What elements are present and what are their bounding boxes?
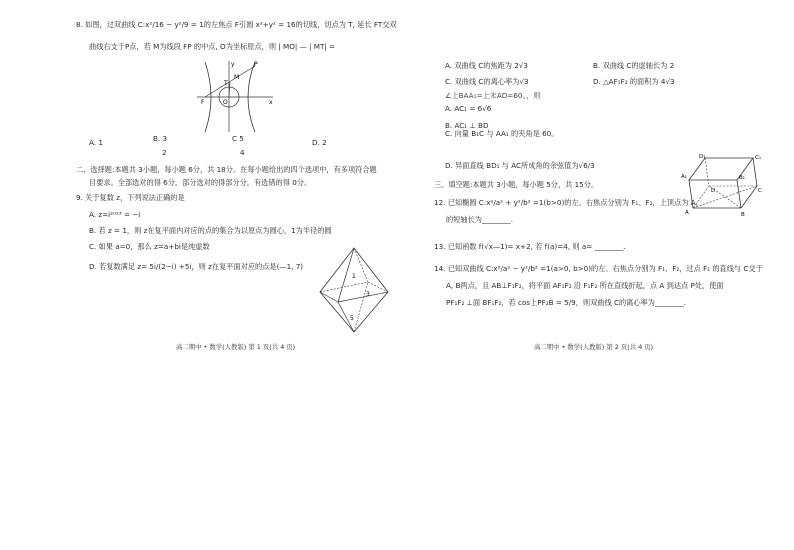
question-14-line1: 14. 已知双曲线 C:x²/a² − y²/b² =1(a>0, b>0)的左、右焦点分别为 F₁、F₂，过点 F₁ 的直线与 C交于 bbox=[434, 264, 763, 273]
page-2-footer: 高二期中 • 数学(人教版) 第 2 页(共 4 页) bbox=[534, 343, 654, 351]
q10-choice-b[interactable]: B. 双曲线 C的虚轴长为 2 bbox=[593, 61, 675, 70]
question-14-line2: A, B两点，且 AB⊥F₁F₂，将平面 AF₁F₂ 沿 F₁F₂ 所在直线折起，点 A 到达点 P处，使面 bbox=[446, 281, 724, 290]
q10-choice-c[interactable]: C. 双曲线 C的离心率为√3 bbox=[445, 77, 529, 86]
q8-choice-c-top[interactable]: C 5 bbox=[232, 134, 244, 143]
label-d1: D₁ bbox=[699, 154, 706, 160]
label-b1: B₁ bbox=[739, 175, 745, 181]
q8-choice-d[interactable]: D. 2 bbox=[312, 138, 327, 147]
section-2-line1: 二、选择题:本题共 3小题，每小题 6分，共 18分。在每小题给出的四个选项中，有多项符合题 bbox=[76, 165, 377, 174]
label-a: A bbox=[685, 210, 689, 216]
label-d: D bbox=[711, 188, 716, 194]
q9-choice-d[interactable]: D. 若复数满足 z= 5i/(2−i) +5i，则 z在复平面对应的点是(—1, 7) bbox=[89, 262, 304, 271]
question-9-stem: 9. 关于复数 z，下列说法正确的是 bbox=[76, 193, 185, 202]
question-13: 13. 已知函数 f(√x—1)= x+2, 若 f(a)=4, 则 a= ________. bbox=[434, 242, 626, 251]
question-8-line2: 曲线右支于P点，若 M为线段 FP 的中点, O为坐标原点，则 | MO| — | MT| = bbox=[89, 42, 336, 51]
q11-choice-c[interactable]: C. 向量 B₁C 与 AA₁ 的夹角是 60。 bbox=[445, 129, 559, 138]
label-c1: C₁ bbox=[755, 155, 762, 161]
q10-choice-d[interactable]: D. △AF₁F₂ 的面积为 4√3 bbox=[593, 77, 675, 86]
q8-choice-b-top[interactable]: B. 3 bbox=[153, 134, 168, 143]
q9-choice-a[interactable]: A. z=i²⁰²³ = −i bbox=[89, 210, 141, 219]
label-y: y bbox=[231, 61, 235, 68]
label-p: P bbox=[254, 61, 258, 68]
hyperbola-figure bbox=[193, 58, 275, 134]
label-t: T bbox=[224, 80, 228, 87]
label-c: C bbox=[758, 188, 762, 194]
question-12-line1: 12. 已知椭圆 C:x²/a² + y²/b² =1(b>0)的左、右焦点分别为 F₁、F₂，上顶点为 A， bbox=[434, 198, 703, 207]
section-2-line2: 目要求。全部选对的得 6分，部分选对的得部分分，有选错的得 0分。 bbox=[89, 178, 312, 187]
exam-page-2 bbox=[397, 0, 794, 550]
question-11-stem: ∠上BAA₁=上末AD=60。，则 bbox=[445, 91, 541, 100]
q11-choice-a[interactable]: A. AC₁ = 6√6 bbox=[445, 104, 492, 113]
q8-choice-b-bottom: 2 bbox=[162, 148, 167, 157]
page-1-footer: 高二期中 • 数学(人教版) 第 1 页(共 4 页) bbox=[176, 343, 296, 351]
face-label-5: 5 bbox=[350, 315, 354, 322]
q11-choice-b[interactable]: B. AC₁ ⊥ BD bbox=[445, 121, 489, 130]
label-x: x bbox=[269, 99, 273, 106]
parallelepiped-figure bbox=[679, 152, 765, 218]
section-3-header: 三、填空题:本题共 3小题，每小题 5分，共 15分。 bbox=[434, 180, 599, 189]
question-8-line1: 8. 如图，过双曲线 C:x²/16 − y²/9 = 1的左焦点 F引圆 x²+y² = 16的切线，切点为 T, 延长 FT交双 bbox=[76, 20, 397, 29]
label-m: M bbox=[234, 74, 240, 81]
question-14-line3: PF₁F₂ ⊥面 BF₁F₂，若 cos上PF₂B = 5/9，则双曲线 C的离心率为________. bbox=[446, 298, 686, 307]
octahedron-figure bbox=[316, 244, 392, 336]
label-b: B bbox=[741, 212, 745, 218]
label-a1: A₁ bbox=[681, 174, 687, 180]
q9-choice-b[interactable]: B. 若 z = 1，则 z在复平面内对应的点的集合为以原点为圆心，1为半径的圆 bbox=[89, 226, 332, 235]
label-o: O bbox=[223, 99, 228, 106]
face-label-1: 1 bbox=[352, 273, 356, 280]
question-12-line2: 的短轴长为________. bbox=[446, 215, 513, 224]
q8-choice-a[interactable]: A. 1 bbox=[89, 138, 103, 147]
q8-choice-c-bottom: 4 bbox=[240, 148, 245, 157]
face-label-3: 3 bbox=[366, 291, 370, 298]
q9-choice-c[interactable]: C. 如果 a=0，那么 z=a+bi是纯虚数 bbox=[89, 242, 210, 251]
q10-choice-a[interactable]: A. 双曲线 C的焦距为 2√3 bbox=[445, 61, 528, 70]
label-f: F bbox=[201, 99, 205, 106]
q11-choice-d[interactable]: D. 异面直线 BD₁ 与 AC所成角的余弦值为√6/3 bbox=[445, 161, 595, 170]
